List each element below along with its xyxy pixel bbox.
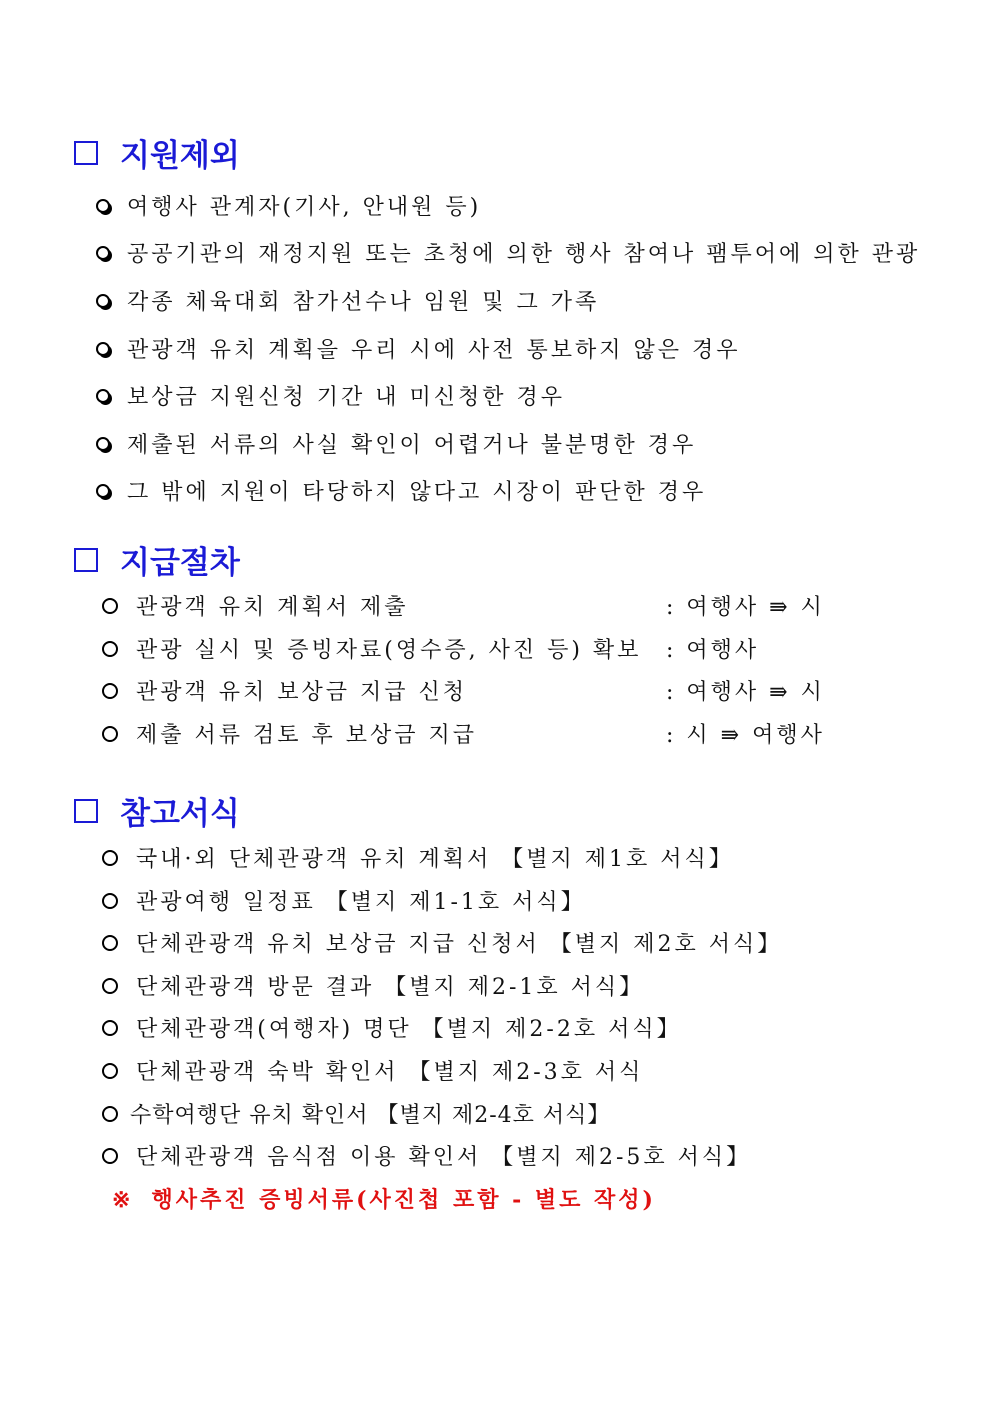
procedure-step: 관광 실시 및 증빙자료(영수증, 사진 등) 확보 xyxy=(102,633,641,664)
procedure-destination: : 시 ⇛ 여행사 xyxy=(666,723,825,748)
procedure-step: 제출 서류 검토 후 보상금 지급 xyxy=(102,718,477,749)
supporting-documents-note xyxy=(112,1183,656,1214)
list-item: 그 밖에 지원이 타당하지 않다고 시장이 판단한 경우 xyxy=(96,475,706,506)
reference-form-item: 국내·외 단체관광객 유치 계획서 【별지 제1호 서식】 xyxy=(102,842,734,873)
bullet-ring-icon xyxy=(102,683,118,699)
bullet-ring-icon xyxy=(102,641,118,657)
bullet-ring-icon xyxy=(102,1106,118,1122)
checkbox-square-icon xyxy=(74,141,98,165)
bullet-ring-icon xyxy=(102,726,118,742)
bullet-circle-icon xyxy=(96,294,110,308)
reference-form-item: 단체관광객 방문 결과 【별지 제2-1호 서식】 xyxy=(102,970,644,1001)
bullet-ring-icon xyxy=(102,893,118,909)
bullet-ring-icon xyxy=(102,1020,118,1036)
list-item: 제출된 서류의 사실 확인이 어렵거나 불분명한 경우 xyxy=(96,428,696,459)
reference-form-item: 단체관광객 유치 보상금 지급 신청서 【별지 제2호 서식】 xyxy=(102,927,782,958)
reference-form-item: 단체관광객(여행자) 명단 【별지 제2-2호 서식】 xyxy=(102,1012,682,1043)
list-item: 관광객 유치 계획을 우리 시에 사전 통보하지 않은 경우 xyxy=(96,333,741,364)
checkbox-square-icon xyxy=(74,799,98,823)
section-heading-exclusion xyxy=(74,130,240,175)
bullet-ring-icon xyxy=(102,978,118,994)
checkbox-square-icon xyxy=(74,548,98,572)
bullet-circle-icon xyxy=(96,199,110,213)
section-title: 지급절차 xyxy=(120,545,240,581)
bullet-circle-icon xyxy=(96,342,110,356)
reference-form-item: 수학여행단 유치 확인서 【별지 제2-4호 서식】 xyxy=(102,1098,610,1129)
procedure-step: 관광객 유치 보상금 지급 신청 xyxy=(102,675,467,706)
section-title: 참고서식 xyxy=(120,796,240,832)
section-title: 지원제외 xyxy=(120,138,240,174)
list-item: 보상금 지원신청 기간 내 미신청한 경우 xyxy=(96,380,565,411)
bullet-ring-icon xyxy=(102,935,118,951)
list-item: 여행사 관계자(기사, 안내원 등) xyxy=(96,190,481,221)
procedure-step: 관광객 유치 계획서 제출 xyxy=(102,590,409,621)
reference-mark-icon: ※ xyxy=(112,1187,134,1213)
bullet-ring-icon xyxy=(102,1148,118,1164)
bullet-ring-icon xyxy=(102,850,118,866)
procedure-destination: : 여행사 ⇛ 시 xyxy=(666,680,825,705)
bullet-circle-icon xyxy=(96,246,110,260)
procedure-destination: : 여행사 xyxy=(666,638,760,663)
list-item: 공공기관의 재정지원 또는 초청에 의한 행사 참여나 팸투어에 의한 관광 xyxy=(96,237,920,268)
section-heading-reference xyxy=(74,788,240,833)
bullet-ring-icon xyxy=(102,1063,118,1079)
list-item: 각종 체육대회 참가선수나 임원 및 그 가족 xyxy=(96,285,599,316)
procedure-destination: : 여행사 ⇛ 시 xyxy=(666,595,825,620)
bullet-ring-icon xyxy=(102,598,118,614)
reference-form-item: 관광여행 일정표 【별지 제1-1호 서식】 xyxy=(102,885,586,916)
reference-form-item: 단체관광객 음식점 이용 확인서 【별지 제2-5호 서식】 xyxy=(102,1140,751,1171)
note-text: 행사추진 증빙서류(사진첩 포함 - 별도 작성) xyxy=(151,1187,656,1213)
bullet-circle-icon xyxy=(96,437,110,451)
bullet-circle-icon xyxy=(96,389,110,403)
bullet-circle-icon xyxy=(96,484,110,498)
section-heading-procedure xyxy=(74,537,240,582)
reference-form-item: 단체관광객 숙박 확인서 【별지 제2-3호 서식 xyxy=(102,1055,643,1086)
